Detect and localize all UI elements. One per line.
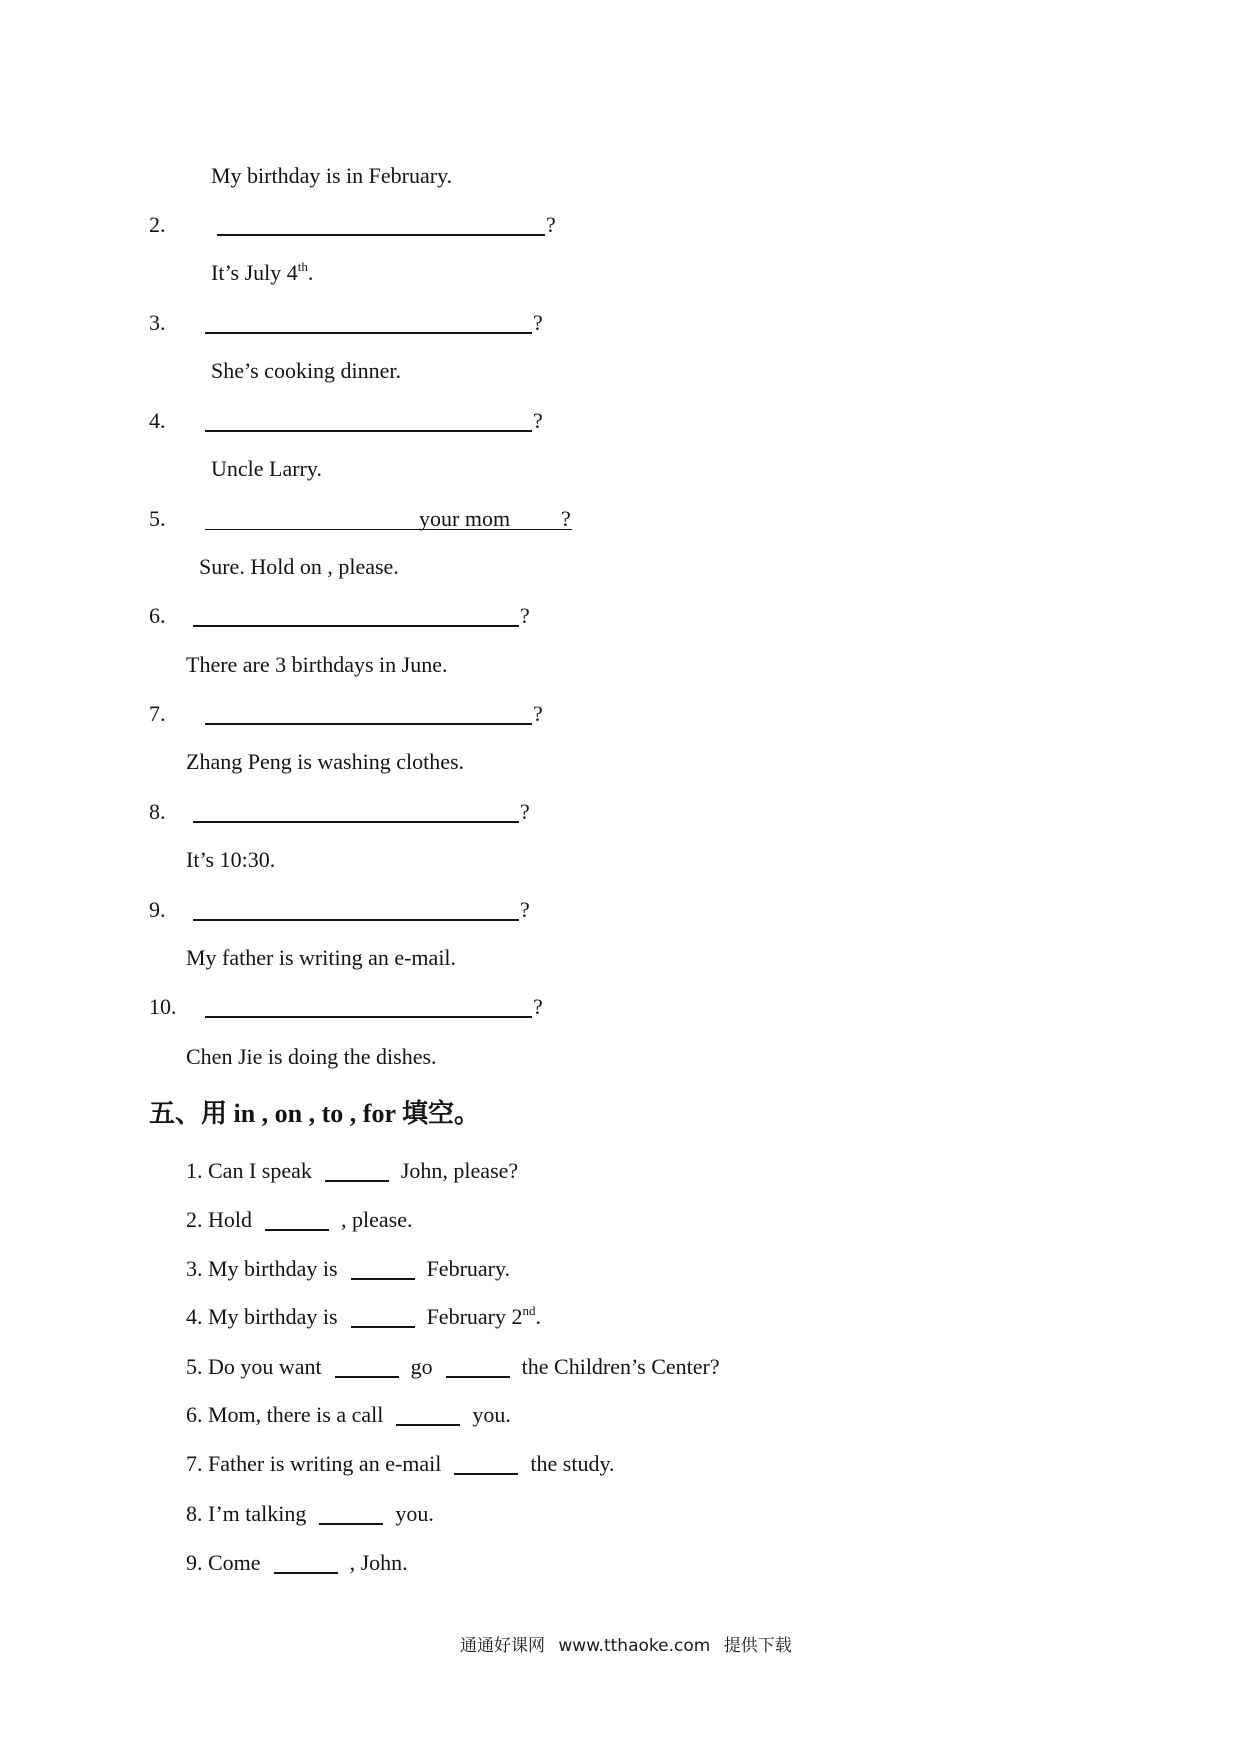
fill-text-before: 9. Come	[186, 1550, 261, 1575]
answer-blank	[217, 234, 545, 236]
fill-item-9	[186, 1550, 408, 1576]
fill-item-8	[186, 1501, 434, 1527]
fill-blank	[351, 1278, 415, 1280]
question-mark: ?	[561, 506, 571, 531]
fill-text-after: John, please?	[400, 1158, 519, 1183]
question-number: 7.	[149, 701, 166, 726]
answer-tail: .	[307, 260, 314, 285]
answer-5: Sure. Hold on , please.	[199, 554, 399, 579]
fill-text-before: 3. My birthday is	[186, 1256, 338, 1281]
answer-9: My father is writing an e-mail.	[186, 945, 457, 970]
question-mark: ?	[520, 799, 530, 824]
answer-10: Chen Jie is doing the dishes.	[186, 1044, 437, 1069]
answer-6: There are 3 birthdays in June.	[186, 652, 448, 677]
fill-blank	[351, 1326, 415, 1328]
fill-text-after: the study.	[530, 1451, 615, 1476]
fill-blank	[396, 1424, 460, 1426]
question-mark: ?	[533, 310, 543, 335]
question-8	[149, 799, 589, 825]
fill-item-6	[186, 1402, 511, 1428]
given-words: your mom	[419, 506, 511, 531]
question-number: 8.	[149, 799, 166, 824]
answer-blank	[193, 919, 519, 921]
answer-7: Zhang Peng is washing clothes.	[186, 749, 465, 774]
fill-blank	[454, 1473, 518, 1475]
question-2	[149, 212, 589, 238]
question-number: 3.	[149, 310, 166, 335]
question-number: 6.	[149, 603, 166, 628]
fill-item-5	[186, 1354, 720, 1380]
question-number: 9.	[149, 897, 166, 922]
question-3	[149, 310, 589, 336]
question-number: 4.	[149, 408, 166, 433]
answer-blank	[205, 529, 572, 530]
answer-blank	[205, 723, 532, 725]
fill-text-before: 5. Do you want	[186, 1354, 322, 1379]
fill-blank	[446, 1376, 510, 1378]
fill-text-after: the Children’s Center?	[521, 1354, 720, 1379]
question-5	[149, 506, 589, 532]
fill-text-middle: go	[410, 1354, 433, 1379]
fill-text-after: , John.	[349, 1550, 408, 1575]
fill-item-3	[186, 1256, 510, 1282]
fill-item-7	[186, 1451, 615, 1477]
page-footer: 通通好课网 www.tthaoke.com 提供下载	[460, 1636, 792, 1656]
fill-text-after: February.	[426, 1256, 511, 1281]
fill-text-after: February 2	[426, 1304, 523, 1329]
question-number: 2.	[149, 212, 166, 237]
fill-blank	[335, 1376, 399, 1378]
answer-blank	[193, 625, 519, 627]
question-mark: ?	[533, 994, 543, 1019]
question-mark: ?	[520, 897, 530, 922]
answer-blank	[205, 430, 532, 432]
fill-text-tail: .	[535, 1304, 541, 1329]
answer-1: My birthday is in February.	[211, 163, 453, 188]
answer-2	[211, 260, 313, 286]
fill-text-after: you.	[472, 1402, 511, 1427]
answer-text: It’s July 4	[211, 260, 298, 285]
question-number: 10.	[149, 994, 177, 1019]
fill-text-before: 6. Mom, there is a call	[186, 1402, 384, 1427]
question-6	[149, 603, 589, 629]
fill-text-before: 2. Hold	[186, 1207, 252, 1232]
question-9	[149, 897, 589, 923]
question-number: 5.	[149, 506, 166, 531]
fill-item-2	[186, 1207, 412, 1233]
question-mark: ?	[546, 212, 556, 237]
answer-blank	[205, 332, 532, 334]
fill-text-before: 4. My birthday is	[186, 1304, 338, 1329]
question-mark: ?	[533, 408, 543, 433]
fill-item-4	[186, 1304, 541, 1330]
fill-blank	[325, 1180, 389, 1182]
fill-blank	[319, 1523, 383, 1525]
section-five-heading: 五、用 in , on , to , for 填空。	[149, 1099, 481, 1128]
fill-text-after: you.	[395, 1501, 434, 1526]
fill-item-1	[186, 1158, 518, 1184]
question-mark: ?	[520, 603, 530, 628]
ordinal-suffix: th	[297, 259, 308, 274]
fill-text-before: 8. I’m talking	[186, 1501, 307, 1526]
answer-blank	[193, 821, 519, 823]
answer-blank	[205, 1016, 532, 1018]
fill-blank	[265, 1229, 329, 1231]
ordinal-suffix: nd	[522, 1303, 536, 1318]
answer-4: Uncle Larry.	[211, 456, 322, 481]
question-7	[149, 701, 589, 727]
fill-text-after: , please.	[341, 1207, 413, 1232]
fill-blank	[274, 1572, 338, 1574]
answer-3: She’s cooking dinner.	[211, 358, 402, 383]
fill-text-before: 1. Can I speak	[186, 1158, 312, 1183]
answer-8: It’s 10:30.	[186, 847, 276, 872]
question-mark: ?	[533, 701, 543, 726]
question-10	[149, 994, 589, 1020]
fill-text-before: 7. Father is writing an e-mail	[186, 1451, 442, 1476]
question-4	[149, 408, 589, 434]
